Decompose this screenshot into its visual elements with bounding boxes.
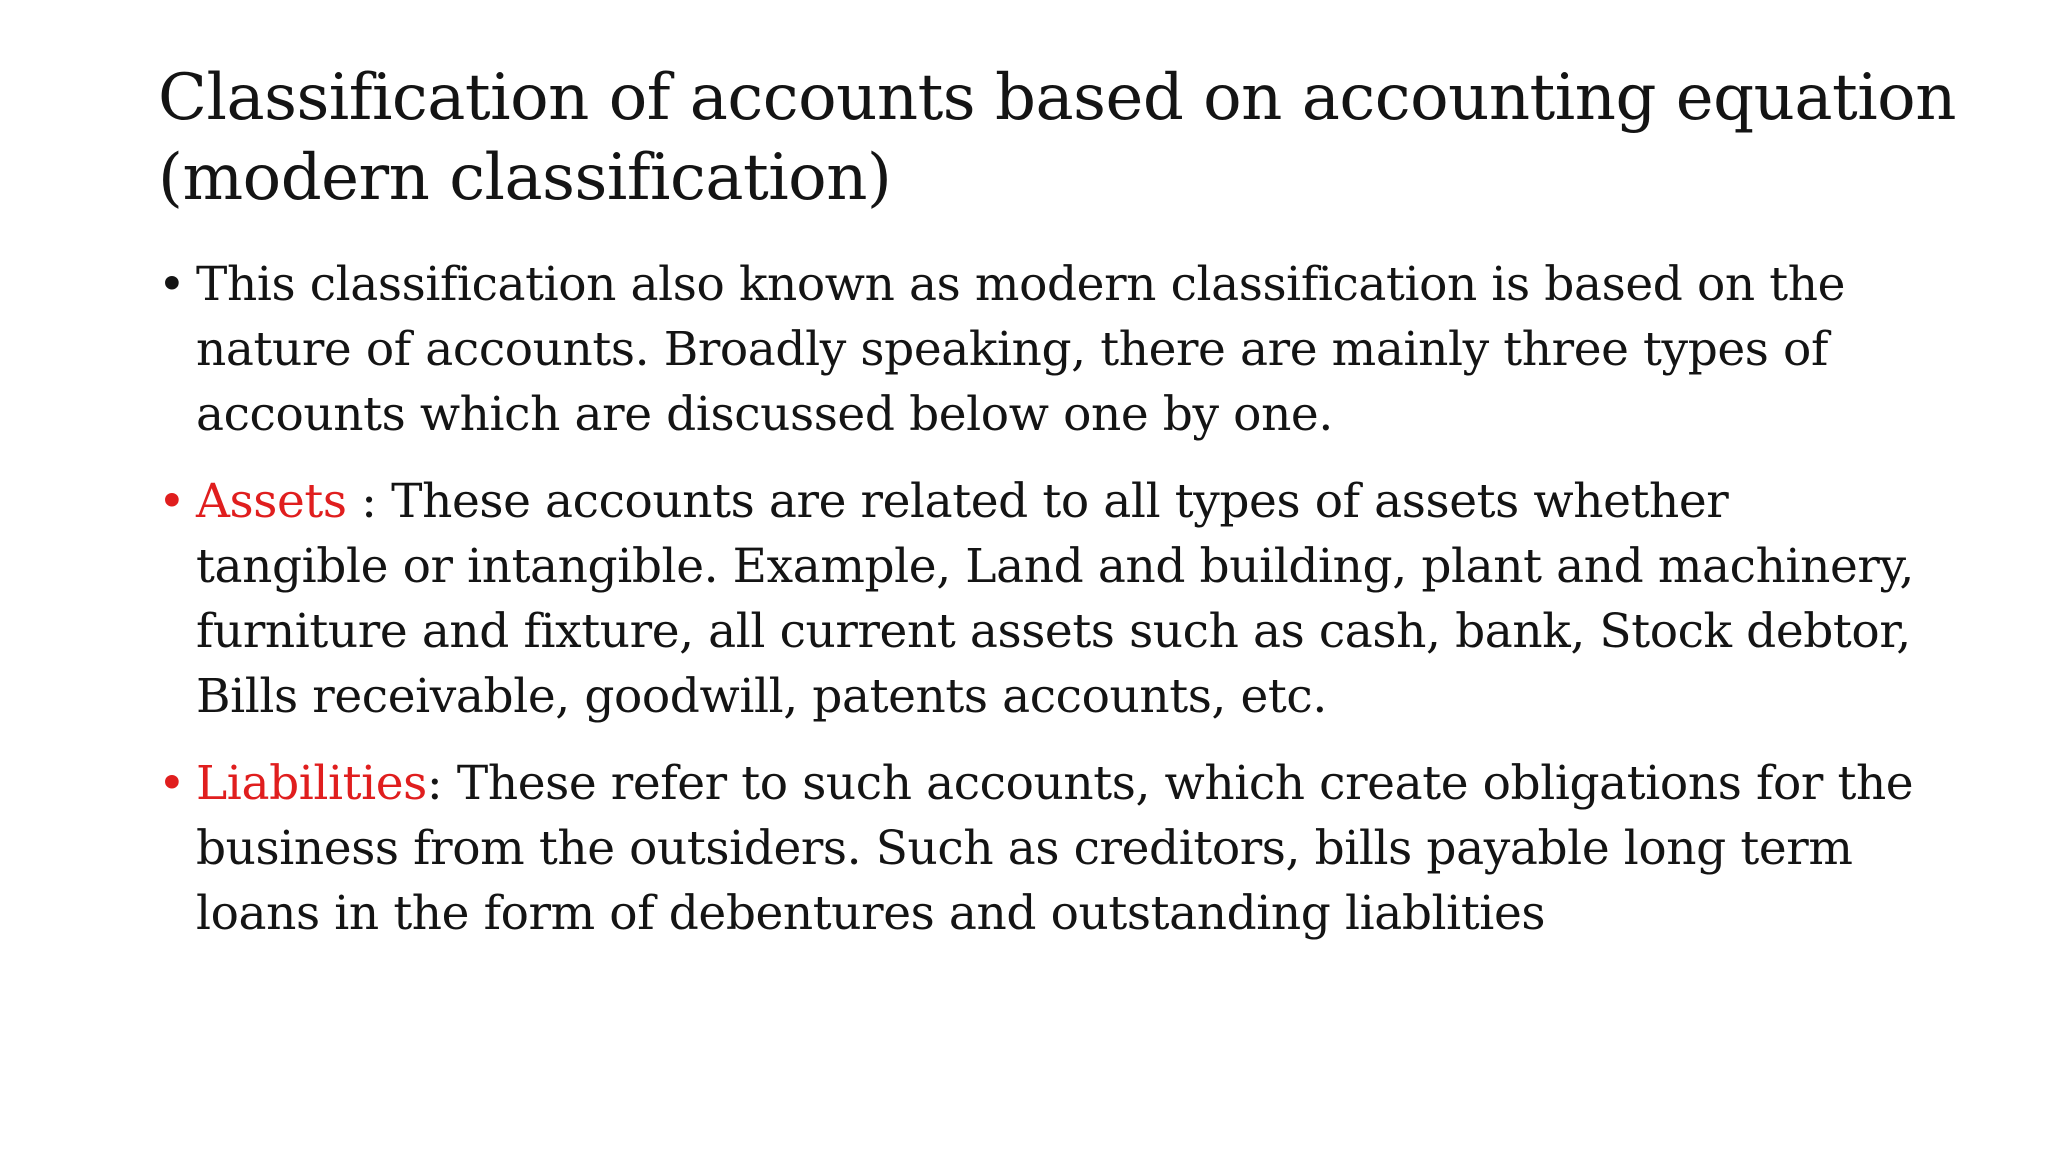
bullet-marker: • bbox=[158, 257, 186, 312]
bullet-assets-text: : These accounts are related to all types of assets whether tangible or intangible. Example, Land and building, plant and machinery, furniture and fixture, all current assets such as cash, bank, Stock debtor, Bills receivable, goodwill, patents accounts, etc. bbox=[196, 474, 1914, 724]
bullet-assets bbox=[158, 469, 1918, 729]
bullet-marker: • bbox=[158, 474, 186, 529]
bullet-intro bbox=[158, 252, 1918, 447]
slide-title-line-2: (modern classification) bbox=[158, 141, 892, 215]
slide-title bbox=[158, 58, 1958, 218]
term-liabilities: Liabilities bbox=[196, 756, 427, 811]
bullet-marker: • bbox=[158, 756, 186, 811]
bullet-liabilities bbox=[158, 751, 1918, 946]
term-assets: Assets bbox=[196, 474, 347, 529]
bullet-intro-text: This classification also known as modern classification is based on the nature of accounts. Broadly speaking, there are mainly three types of accounts which are discussed below one by one. bbox=[196, 257, 1846, 442]
bullet-list bbox=[158, 252, 1918, 968]
bullet-liabilities-text: : These refer to such accounts, which create obligations for the business from the outsiders. Such as creditors, bills payable long term loans in the form of debentures and outstanding liablities bbox=[196, 756, 1914, 941]
slide-title-line-1: Classification of accounts based on accounting equation bbox=[158, 61, 1956, 135]
